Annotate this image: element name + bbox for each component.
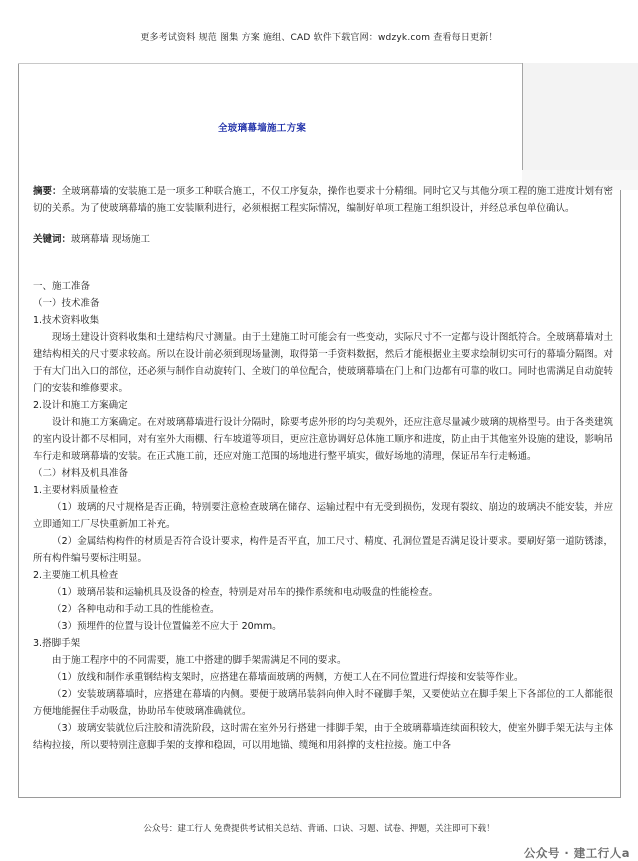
item-heading: 2.主要施工机具检查 (33, 570, 119, 581)
document-title: 全玻璃幕墙施工方案 (218, 123, 307, 134)
paragraph: （2）各种电动和手动工具的性能检查。 (52, 604, 220, 615)
keywords-label: 关键词： (33, 234, 72, 245)
paragraph: （2）金属结构构件的材质是否符合设计要求，构件是否平直，加工尺寸、精度、孔洞位置是否满足设计要求。要刷好第一道防锈漆，所有构件编号要标注明显。 (33, 536, 613, 564)
keywords (33, 231, 613, 248)
section-heading: 一、施工准备 (33, 281, 91, 292)
paragraph: 设计和施工方案确定。在对玻璃幕墙进行设计分隔时，除要考虑外形的均匀美观外，还应注意尽量减少玻璃的规格型号。由于各类建筑的室内设计都不尽相同，对有室外大雨棚、行车坡道等项目，更应注意协调好总体施工顺序和进度，防止由于其他室外设施的建设，影响吊车行走和玻璃幕墙的安装。在正式施工前，还应对施工范围的场地进行整平填实，做好场地的清理，保证吊车行走畅通。 (33, 417, 613, 462)
abstract (33, 183, 613, 217)
abstract-label: 摘要： (33, 186, 62, 197)
paragraph: 由于施工程序中的不同需要，施工中搭建的脚手架需满足不同的要求。 (52, 655, 347, 666)
abstract-text: 全玻璃幕墙的安装施工是一项多工种联合施工，不仅工序复杂，操作也要求十分精细。同时它又与其他分项工程的施工进度计划有密切的关系。为了使玻璃幕墙的施工安装顺利进行，必须根据工程实际情况，编制好单项工程施工组织设计，并经总承包单位确认。 (33, 186, 613, 214)
paragraph: 现场土建设计资料收集和土建结构尺寸测量。由于土建施工时可能会有一些变动，实际尺寸不一定都与设计图纸符合。全玻璃幕墙对土建结构相关的尺寸要求较高。所以在设计前必须到现场量测，取得第一手资料数据，然后才能根据业主要求绘制切实可行的幕墙分隔图。对于有大门出入口的部位，还必须与制作自动旋转门、全玻门的单位配合，使玻璃幕墙在门上和门边都有可靠的收口。同时也需满足自动旋转门的安装和维修要求。 (33, 332, 613, 394)
item-heading: 1.主要材料质量检查 (33, 485, 119, 496)
subsection-heading: （一）技术准备 (33, 298, 100, 309)
paragraph: （3）预埋件的位置与设计位置偏差不应大于 20mm。 (52, 621, 282, 632)
paragraph: （1）放线和制作承重钢结构支架时，应搭建在幕墙面玻璃的两侧，方便工人在不同位置进行焊接和安装等作业。 (52, 672, 524, 683)
item-heading: 3.搭脚手架 (33, 638, 81, 649)
side-panel (522, 63, 638, 170)
subsection-heading: （二）材料及机具准备 (33, 468, 129, 479)
footer-note: 公众号：建工行人 免费提供考试相关总结、背诵、口诀、习题、试卷、押题，关注即可下载！ (143, 824, 495, 834)
paragraph: （3）玻璃安装就位后注胶和清洗阶段，这时需在室外另行搭建一排脚手架，由于全玻璃幕墙连续面积较大，使室外脚手架无法与主体结构拉接，所以要特别注意脚手架的支撑和稳固，可以用地锚、缆绳和用斜撑的支柱拉接。施工中各 (33, 723, 613, 751)
paragraph: （1）玻璃的尺寸规格是否正确，特别要注意检查玻璃在储存、运输过程中有无受到损伤，发现有裂纹、崩边的玻璃决不能安装，并应立即通知工厂尽快重新加工补充。 (33, 502, 613, 530)
item-heading: 2.设计和施工方案确定 (33, 400, 128, 411)
site-banner: 更多考试资料 规范 图集 方案 施组、CAD 软件下载官网：wdzyk.com 查看每日更新！ (140, 33, 498, 43)
item-heading: 1.技术资料收集 (33, 315, 100, 326)
watermark: 公众号 · 建工行人a (523, 846, 630, 860)
document-body (33, 183, 613, 754)
keywords-text: 玻璃幕墙 现场施工 (71, 234, 151, 245)
paragraph: （2）安装玻璃幕墙时，应搭建在幕墙的内侧。要便于玻璃吊装斜向伸入时不碰脚手架，又要使站立在脚手架上下各部位的工人都能很方便地能握住手动吸盘，协助吊车使玻璃准确就位。 (33, 689, 613, 717)
paragraph: （1）玻璃吊装和运输机具及设备的检查，特别是对吊车的操作系统和电动吸盘的性能检查。 (52, 587, 439, 598)
